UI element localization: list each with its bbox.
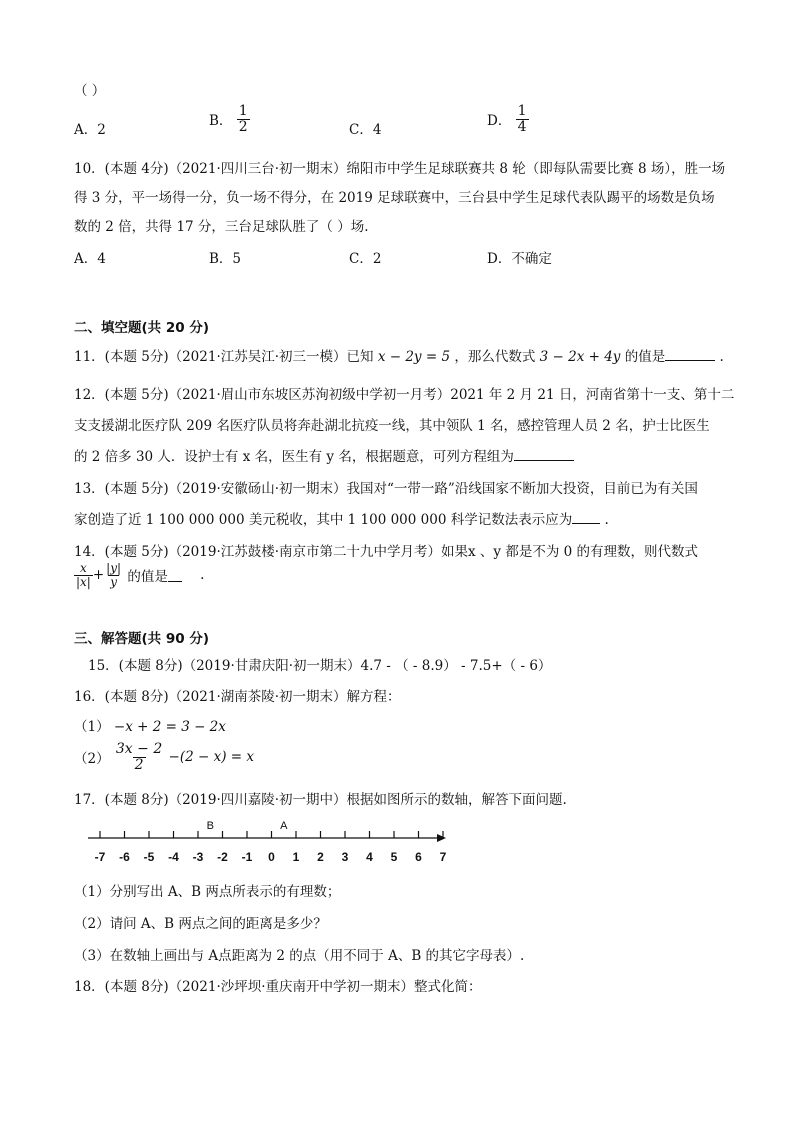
fraction-numerator: x [80,561,87,575]
q10-line-1: 10．(本题 4分)（2021·四川三台·初一期末）绵阳市中学生足球联赛共 8 轮（即每队需要比赛 8 场），胜一场 [74,161,726,177]
q13-line-1: 13．(本题 5分)（2019·安徽砀山·初一期末）我国对“一带一路”沿线国家不断加大投资，目前已为有关国 [74,481,698,497]
q16: 16．(本题 8分)（2021·湖南茶陵·初一期末）解方程： [74,689,401,705]
q11 [74,345,724,365]
number-line-tick-label: 4 [366,850,373,864]
q13-end: . [604,512,609,528]
q11-suffix: 的值是 [624,349,666,365]
q14-end: . [200,567,205,584]
q10-option-b: B．5 [209,251,242,267]
number-line-tick-label: 1 [292,850,300,864]
q17-sub-3: （3）在数轴上画出与 A点距离为 2 的点（用不同于 A、B 的其它字母表）. [74,948,525,964]
q14-fraction-2 [104,562,123,588]
number-line-point-b: B [206,820,214,832]
q10-option-d: D．不确定 [487,251,552,267]
q17-sub-1: （1）分别写出 A、B 两点所表示的有理数； [74,884,341,900]
q9-option-b [209,104,250,134]
q12-line-1: 12．(本题 5分)（2021·眉山市东坡区苏洵初级中学初一月考）2021 年 2 月 21 日，河南省第十一支、第十二 [74,387,735,403]
number-line-tick-label: -5 [143,850,155,864]
q14-answer-blank [168,569,182,582]
q11-equation: x − 2y = 5 [377,349,451,365]
q13-answer-blank [572,511,600,524]
number-line-tick-labels [95,850,447,864]
number-line-tick-label: -6 [119,850,130,864]
number-line-tick-label: -3 [192,850,204,864]
number-line-tick-label: -4 [168,850,179,864]
q16-part-1-label: （1） [74,719,110,735]
q16-part-1-equation: −x + 2 = 3 − 2x [113,719,226,735]
q16-part-2-rest: −(2 − x) = x [168,749,254,766]
number-line-tick-label: 2 [317,850,324,864]
q9-option-d-fraction [516,104,529,134]
number-line-tick-label: -2 [217,850,228,864]
q14-line-2 [74,562,204,588]
q9-option-b-fraction [237,104,250,134]
number-line-tick-label: 6 [415,850,422,864]
number-line-tick-label: -1 [241,850,253,864]
q14-plus: + [92,567,105,584]
q16-part-2 [74,742,254,772]
q9-option-d [487,104,529,134]
q18: 18．(本题 8分)（2021·沙坪坝·重庆南开中学初一期末）整式化简： [74,979,482,995]
q10-line-3: 数的 2 倍，共得 17 分，三台足球队胜了（ ）场. [74,219,369,235]
q14-line-1: 14．(本题 5分)（2019·江苏鼓楼·南京市第二十九中学月考）如果x 、y 都是不为 0 的有理数，则代数式 [74,544,699,560]
q11-expression: 3 − 2x + 4y [539,349,621,365]
q14-suffix: 的值是 [127,569,168,586]
fraction-numerator: 3x − 2 [115,741,163,757]
q13-line-2 [74,508,609,528]
q12-line-3-text: 的 2 倍多 30 人．设护士有 x 名，医生有 y 名，根据题意，可列方程组为 [74,449,514,465]
fraction-numerator: 1 [517,103,527,119]
number-line-tick-label: 3 [341,850,349,864]
fraction-numerator: |y| [106,561,122,575]
section-fill-in-title: 二、填空题(共 20 分) [74,320,210,336]
q12-line-3 [74,445,574,465]
q17-sub-2: （2）请问 A、B 两点之间的距离是多少？ [74,916,327,932]
q15: 15．(本题 8分)（2019·甘肃庆阳·初一期末）4.7 - （ - 8.9） - 7.5+（ - 6） [88,658,552,674]
number-line-tick-label: -7 [94,850,106,864]
number-line-tick-label: 7 [439,850,447,864]
number-line-points [207,820,289,832]
fraction-denominator: 2 [238,118,248,135]
q16-part-2-label: （2） [74,751,110,768]
fraction-denominator: y [110,574,117,589]
q10-option-c: C．2 [349,251,382,267]
q12-answer-blank [514,448,574,461]
number-line-point-a: A [280,820,288,832]
q10-option-a: A．4 [74,251,106,267]
q14-fraction-1 [74,562,93,588]
q16-part-1 [74,715,226,735]
number-line-tick-label: 5 [390,850,398,864]
number-line-arrow-icon [437,834,446,842]
q12-line-2: 支支援湖北医疗队 209 名医疗队员将奔赴湖北抗疫一线，其中领队 1 名，感控管理人员 2 名，护士比医生 [74,418,710,434]
q11-answer-blank [665,348,715,361]
q9-option-b-label: B． [209,113,233,130]
q17: 17．(本题 8分)（2019·四川嘉陵·初一期中）根据如图所示的数轴，解答下面问题. [74,792,567,808]
q9-option-c: C．4 [349,122,382,138]
q9-answer-paren: （ ） [74,83,106,99]
fraction-denominator: |x| [76,574,91,589]
fraction-denominator: 2 [134,756,144,773]
q9-option-d-label: D． [487,113,512,130]
q11-end: . [719,349,724,365]
q16-part-2-fraction [114,742,164,772]
section-solve-title: 三、解答题(共 90 分) [74,631,210,647]
q10-line-2: 得 3 分，平一场得一分，负一场不得分，在 2019 足球联赛中，三台县中学生足球代表队踢平的场数是负场 [74,190,715,206]
q11-prefix: 11．(本题 5分)（2021·江苏吴江·初三一模）已知 [74,349,374,365]
q13-line-2-text: 家创造了近 1 100 000 000 美元税收，其中 1 100 000 000 科学记数法表示应为 [74,512,573,528]
number-line-figure [80,818,460,870]
q11-mid: ，那么代数式 [454,349,536,365]
fraction-numerator: 1 [238,103,248,119]
fraction-denominator: 4 [517,118,527,135]
q9-option-a: A．2 [74,122,106,138]
number-line-tick-label: 0 [268,850,275,864]
number-line-ticks [100,831,443,838]
